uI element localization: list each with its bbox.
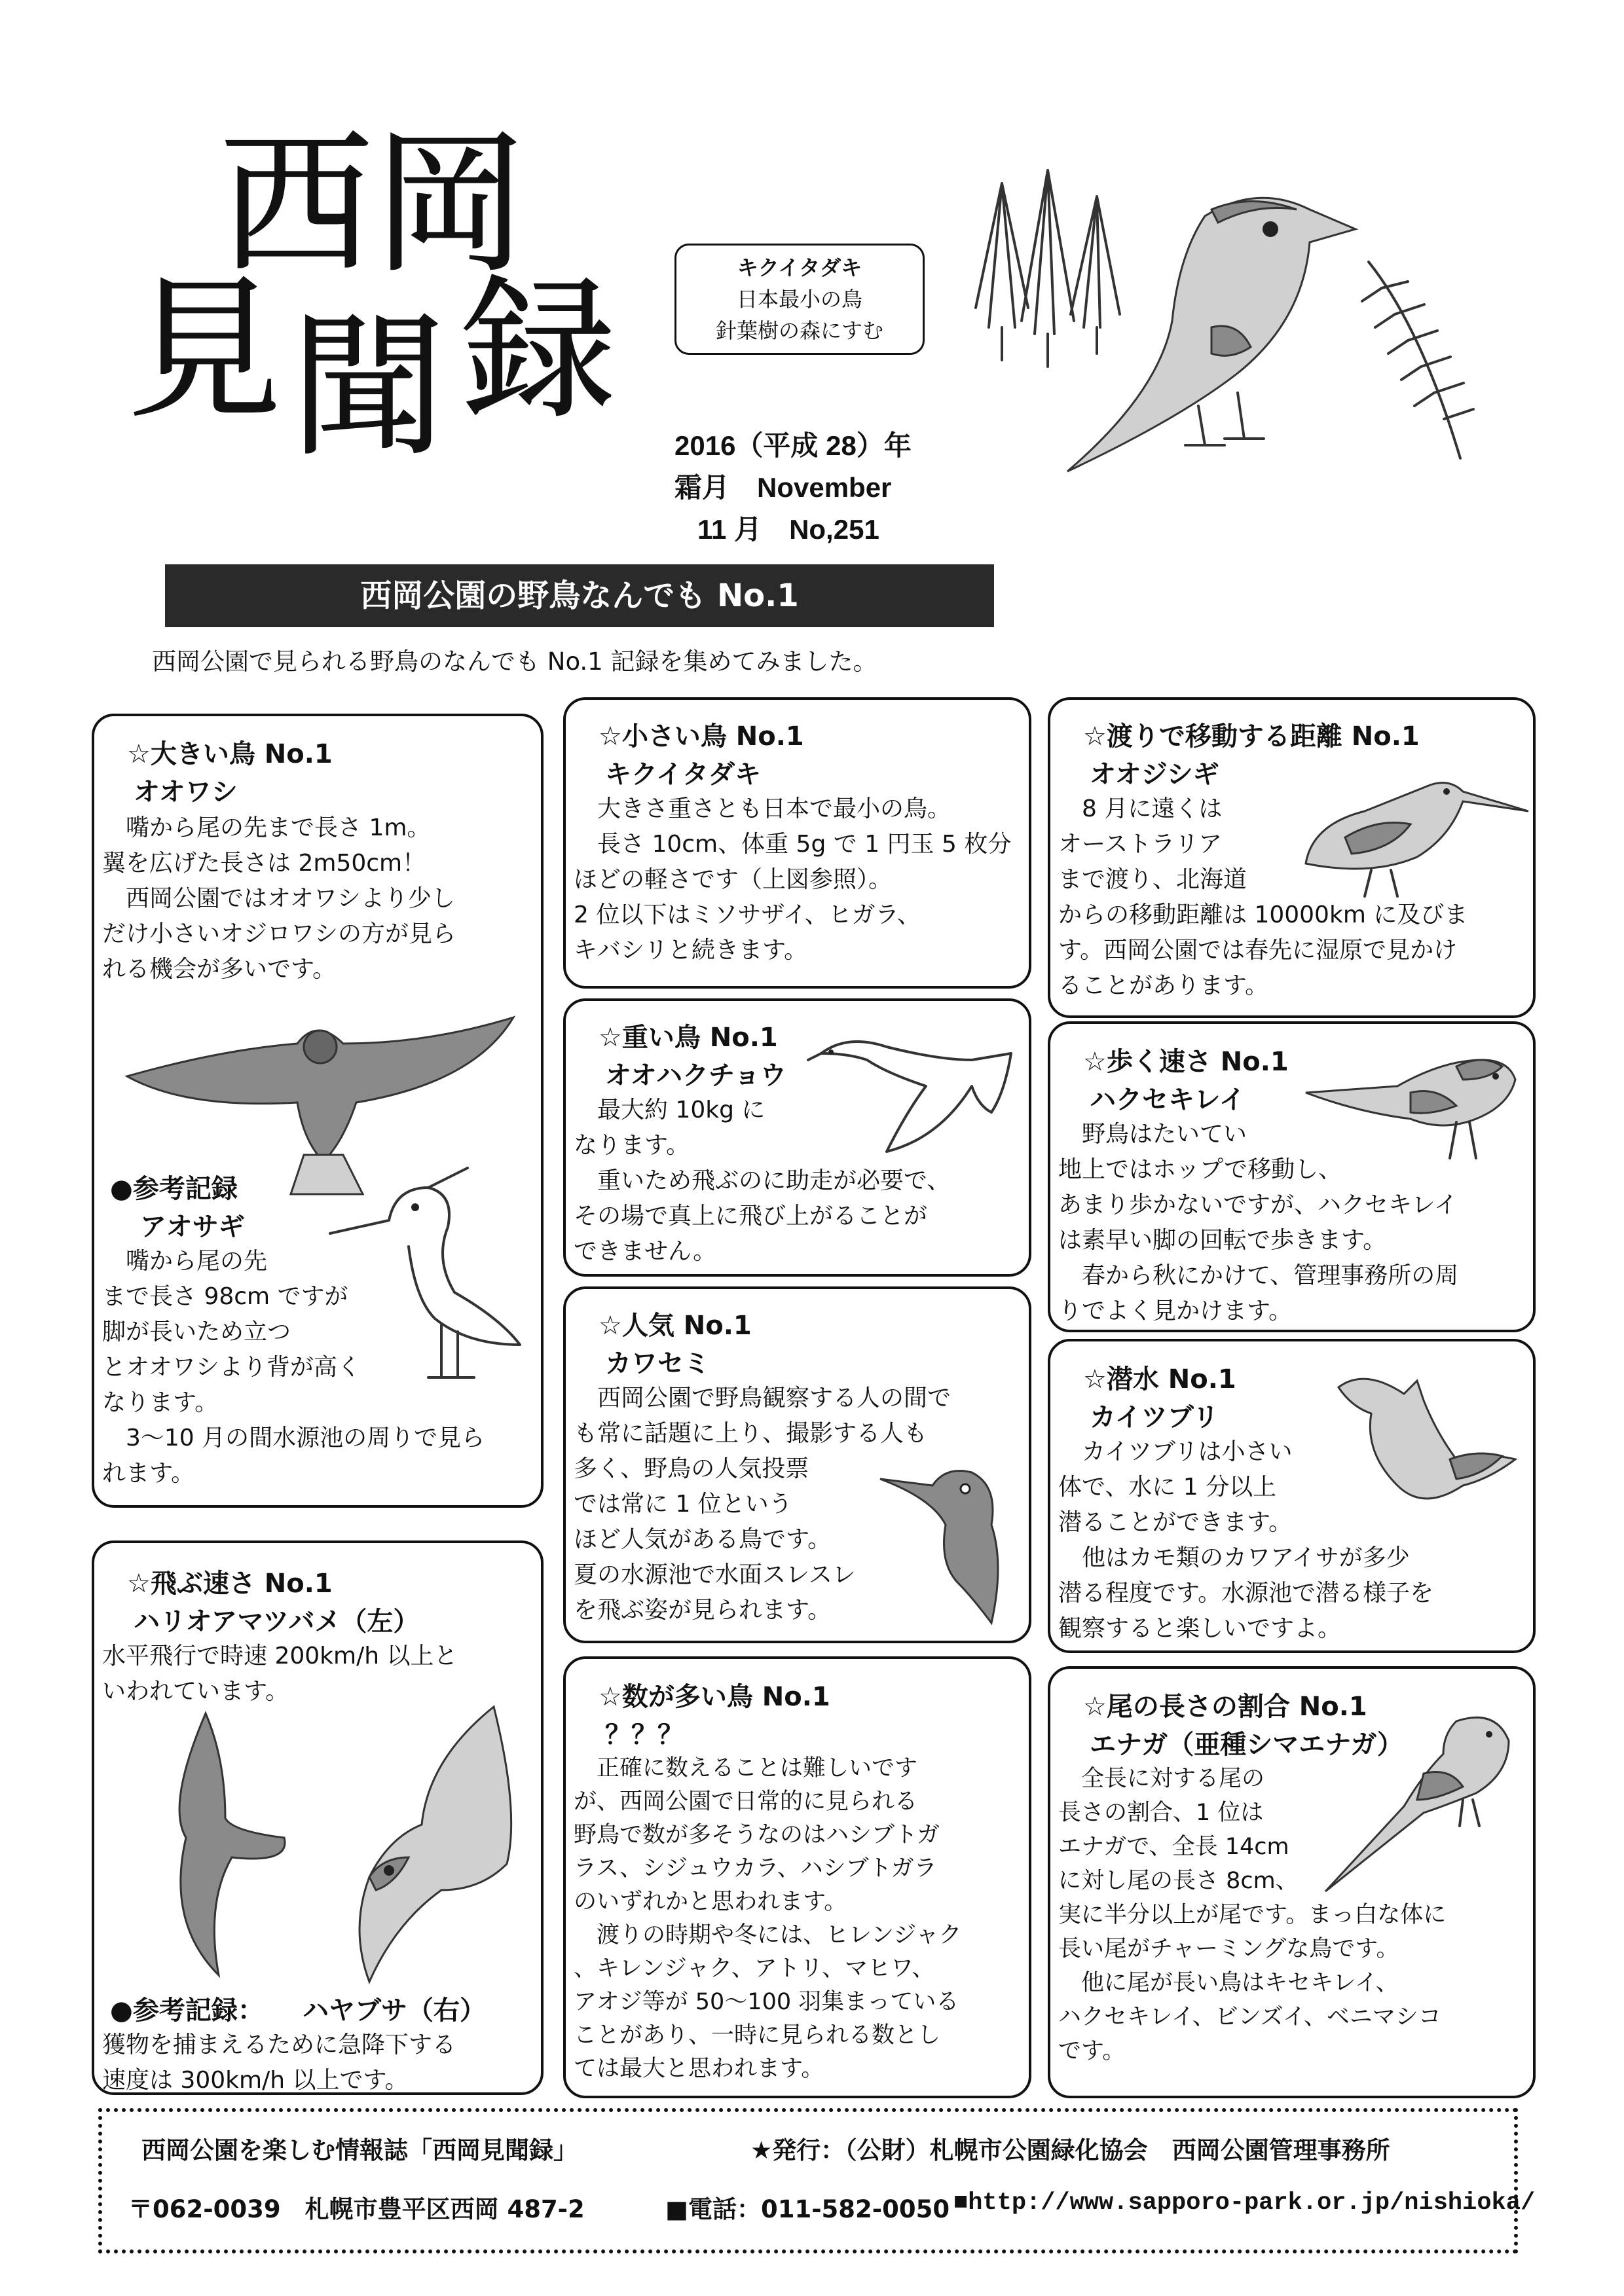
- feature-bird-name: キクイタダキ: [737, 255, 862, 280]
- text-line: ことがあり、一時に見られる数とし: [574, 2022, 941, 2049]
- goldcrest-bird: [1067, 198, 1356, 471]
- box-bird-name: キクイタダキ: [605, 759, 761, 790]
- text-line: 水平飛行で時速 200km/h 以上と: [102, 1643, 458, 1669]
- box-heading: ☆小さい鳥 No.1: [599, 721, 804, 752]
- whooper-swan-illustration: [808, 1014, 1024, 1171]
- text-line: ほど人気がある鳥です。: [574, 1526, 832, 1553]
- text-line: れる機会が多いです。: [102, 956, 337, 983]
- box-heading: ☆尾の長さの割合 No.1: [1083, 1692, 1367, 1722]
- text-line: 2 位以下はミソサザイ、ヒガラ、: [574, 902, 921, 928]
- text-line: 実に半分以上が尾です。まっ白な体に: [1058, 1902, 1447, 1928]
- box-diving: [1048, 1339, 1536, 1653]
- footer-address: 〒062-0039 札幌市豊平区西岡 487-2: [128, 2195, 585, 2223]
- issue-number: 11 月 No,251: [697, 514, 879, 545]
- text-line: 西岡公園ではオオワシより少し: [102, 885, 455, 912]
- text-line: 速度は 300km/h 以上です。: [102, 2067, 409, 2094]
- footer-phone: ■電話：011-582-0050: [665, 2195, 950, 2223]
- box-heading: ☆飛ぶ速さ No.1: [127, 1569, 333, 1599]
- text-line: ハクセキレイ、ビンズイ、ベニマシコ: [1058, 2004, 1441, 2030]
- conifer-twig: [1362, 262, 1473, 458]
- box-body: [574, 792, 1011, 968]
- text-line: キバシリと続きます。: [574, 937, 808, 964]
- intro-text: 西岡公園で見られる野鳥のなんでも No.1 記録を集めてみました。: [152, 647, 877, 676]
- box-heaviest-bird: [563, 998, 1031, 1277]
- text-line: 正確に数えることは難しいです: [574, 1755, 918, 1781]
- ref-label: ●参考記録: [110, 1174, 238, 1204]
- text-line: からの移動距離は 10000km に及びま: [1058, 902, 1468, 928]
- feature-bird-line-2: 針葉樹の森にすむ: [715, 318, 883, 343]
- text-line: なります。: [574, 1132, 690, 1159]
- box-heading: ☆大きい鳥 No.1: [127, 739, 333, 769]
- text-line: 地上ではホップで移動し、: [1058, 1156, 1342, 1183]
- issue-year: 2016（平成 28）年: [674, 430, 912, 461]
- text-line: です。: [1058, 2038, 1126, 2064]
- goldcrest-illustration: [963, 157, 1552, 563]
- lathams-snipe-illustration: [1286, 752, 1535, 903]
- text-line: では常に 1 位という: [574, 1491, 792, 1518]
- title-char-oka: 岡: [373, 115, 527, 294]
- box-tail-ratio: [1048, 1666, 1536, 2098]
- box-bird-name: エナガ（亜種シマエナガ）: [1090, 1730, 1403, 1760]
- text-line: 嘴から尾の先まで長さ 1m。: [102, 814, 431, 841]
- text-line: まで長さ 98cm ですが: [102, 1283, 348, 1310]
- text-line: のいずれかと思われます。: [574, 1889, 847, 1915]
- text-line: ることがあります。: [1058, 972, 1269, 999]
- text-line: 翼を広げた長さは 2m50cm！: [102, 850, 426, 877]
- text-line: 潜ることができます。: [1058, 1509, 1293, 1536]
- box-bird-name: カワセミ: [605, 1349, 710, 1379]
- box-biggest-bird: [92, 714, 544, 1508]
- footer: [98, 2108, 1536, 2253]
- box-fastest-flight: [92, 1540, 544, 2095]
- long-tailed-tit-illustration: [1312, 1695, 1528, 1904]
- text-line: 、キレンジャク、アトリ、マヒワ、: [574, 1956, 935, 1982]
- box-heading: ☆数が多い鳥 No.1: [599, 1682, 830, 1712]
- text-line: を飛ぶ姿が見られます。: [574, 1597, 832, 1624]
- text-line: 長い尾がチャーミングな鳥です。: [1058, 1936, 1399, 1962]
- text-line: は素早い脚の回転で歩きます。: [1058, 1227, 1387, 1254]
- text-line: 野鳥はたいてい: [1058, 1121, 1247, 1148]
- box-bird-name: カイツブリ: [1090, 1402, 1219, 1432]
- text-line: 長さ 10cm、体重 5g で 1 円玉 5 枚分: [574, 831, 1012, 858]
- feature-bird-line-1: 日本最小の鳥: [736, 287, 862, 312]
- text-line: 夏の水源池で水面スレスレ: [574, 1561, 856, 1588]
- text-line: ラス、シジュウカラ、ハシブトガラ: [574, 1855, 937, 1882]
- text-line: に対し尾の長さ 8cm、: [1058, 1868, 1299, 1894]
- box-body: [102, 811, 456, 987]
- section-banner: 西岡公園の野鳥なんでも No.1: [165, 564, 994, 627]
- text-line: も常に話題に上り、撮影する人も: [574, 1420, 928, 1447]
- text-line: 全長に対する尾の: [1058, 1766, 1265, 1792]
- box-longest-migration: [1048, 697, 1536, 1018]
- text-line: りでよく見かけます。: [1058, 1298, 1293, 1324]
- title-char-bun: 聞: [291, 299, 445, 477]
- footer-magazine-name: 西岡公園を楽しむ情報誌「西岡見聞録」: [141, 2136, 578, 2164]
- box-bird-name: オオハクチョウ: [605, 1061, 786, 1091]
- text-line: 観察すると楽しいですよ。: [1058, 1615, 1342, 1642]
- text-line: 長さの割合、1 位は: [1058, 1800, 1264, 1826]
- text-line: 3～10 月の間水源池の周りで見ら: [102, 1425, 485, 1451]
- box-heading: ☆潜水 No.1: [1083, 1364, 1236, 1394]
- text-line: オーストラリア: [1058, 831, 1223, 858]
- text-line: 春から秋にかけて、管理事務所の周: [1058, 1262, 1459, 1289]
- text-line: 最大約 10kg に: [574, 1097, 766, 1123]
- title-char-nishi: 西: [219, 115, 373, 294]
- text-line: れます。: [102, 1460, 195, 1487]
- text-line: 野鳥で数が多そうなのはハシブトガ: [574, 1822, 940, 1848]
- box-bird-name: ？？？: [605, 1720, 684, 1750]
- box-fastest-walk: [1048, 1021, 1536, 1332]
- box-body: [574, 1752, 962, 2086]
- box-heading: ☆渡りで移動する距離 No.1: [1083, 721, 1420, 752]
- footer-publisher: ★発行：（公財）札幌市公園緑化協会 西岡公園管理事務所: [750, 2136, 1390, 2164]
- ref-label: ●参考記録：: [110, 1995, 264, 2026]
- text-line: 大きさ重さとも日本で最小の鳥。: [574, 795, 951, 822]
- text-line: 他に尾が長い鳥はキセキレイ、: [1058, 1970, 1399, 1996]
- text-line: 体で、水に 1 分以上: [1058, 1474, 1277, 1501]
- text-line: まで渡り、北海道: [1058, 866, 1247, 893]
- text-line: 潜る程度です。水源池で潜る様子を: [1058, 1580, 1434, 1607]
- kingfisher-illustration: [874, 1453, 1024, 1630]
- text-line: ほどの軽さです（上図参照）。: [574, 866, 893, 893]
- needletail-illustration: [127, 1707, 297, 1982]
- text-line: なります。: [102, 1389, 219, 1416]
- grey-heron-illustration: [317, 1148, 533, 1384]
- text-line: 西岡公園で野鳥観察する人の間で: [574, 1385, 951, 1412]
- issue-month: 霜月 November: [674, 472, 892, 503]
- box-heading: ☆重い鳥 No.1: [599, 1023, 778, 1053]
- box-smallest-bird: [563, 697, 1031, 989]
- text-line: 重いため飛ぶのに助走が必要で、: [574, 1167, 951, 1194]
- ref-bird-name: ハヤブサ（右）: [303, 1995, 486, 2026]
- ref-bird-name: アオサギ: [140, 1212, 245, 1242]
- conifer-trees: [976, 170, 1120, 367]
- footer-url-link[interactable]: ■http://www.sapporo-park.or.jp/nishioka/: [953, 2189, 1536, 2217]
- peregrine-falcon-illustration: [310, 1694, 520, 1988]
- box-heading: ☆歩く速さ No.1: [1083, 1047, 1289, 1077]
- box-most-popular: [563, 1286, 1031, 1643]
- text-line: カイツブリは小さい: [1058, 1438, 1293, 1465]
- white-wagtail-illustration: [1293, 1040, 1528, 1171]
- box-heading: ☆人気 No.1: [599, 1311, 752, 1341]
- text-line: アオジ等が 50～100 羽集まっている: [574, 1989, 959, 2015]
- text-line: いわれています。: [102, 1678, 289, 1705]
- text-line: できません。: [574, 1238, 717, 1265]
- text-line: す。西岡公園では春先に湿原で見かけ: [1058, 937, 1458, 964]
- text-line: が、西岡公園で日常的に見られる: [574, 1789, 918, 1815]
- text-line: だけ小さいオジロワシの方が見ら: [102, 920, 456, 947]
- box-bird-name: ハクセキレイ: [1090, 1085, 1246, 1115]
- text-line: 他はカモ類のカワアイサが多少: [1058, 1544, 1410, 1571]
- box-bird-name: オオジシギ: [1090, 759, 1219, 790]
- box-bird-name: ハリオアマツバメ（左）: [134, 1607, 420, 1637]
- text-line: 8 月に遠くは: [1058, 795, 1223, 822]
- text-line: あまり歩かないですが、ハクセキレイ: [1058, 1192, 1458, 1218]
- text-line: とオオワシより背が高く: [102, 1354, 361, 1381]
- text-line: 嘴から尾の先: [102, 1248, 268, 1275]
- title-char-roku: 録: [462, 261, 616, 440]
- text-line: 多く、野鳥の人気投票: [574, 1455, 809, 1482]
- text-line: 脚が長いため立つ: [102, 1319, 291, 1345]
- text-line: エナガで、全長 14cm: [1058, 1834, 1289, 1860]
- little-grebe-illustration: [1325, 1361, 1522, 1518]
- feature-bird-box: [674, 244, 925, 355]
- text-line: 渡りの時期や冬には、ヒレンジャク: [574, 1922, 962, 1948]
- ref-body: [102, 2028, 456, 2098]
- text-line: その場で真上に飛び上がることが: [574, 1203, 928, 1230]
- box-most-numerous: [563, 1656, 1031, 2098]
- title-char-mi: 見: [128, 261, 282, 440]
- text-line: ては最大と思われます。: [574, 2056, 824, 2082]
- text-line: 獲物を捕まえるために急降下する: [102, 2032, 456, 2058]
- box-bird-name: オオワシ: [134, 777, 238, 807]
